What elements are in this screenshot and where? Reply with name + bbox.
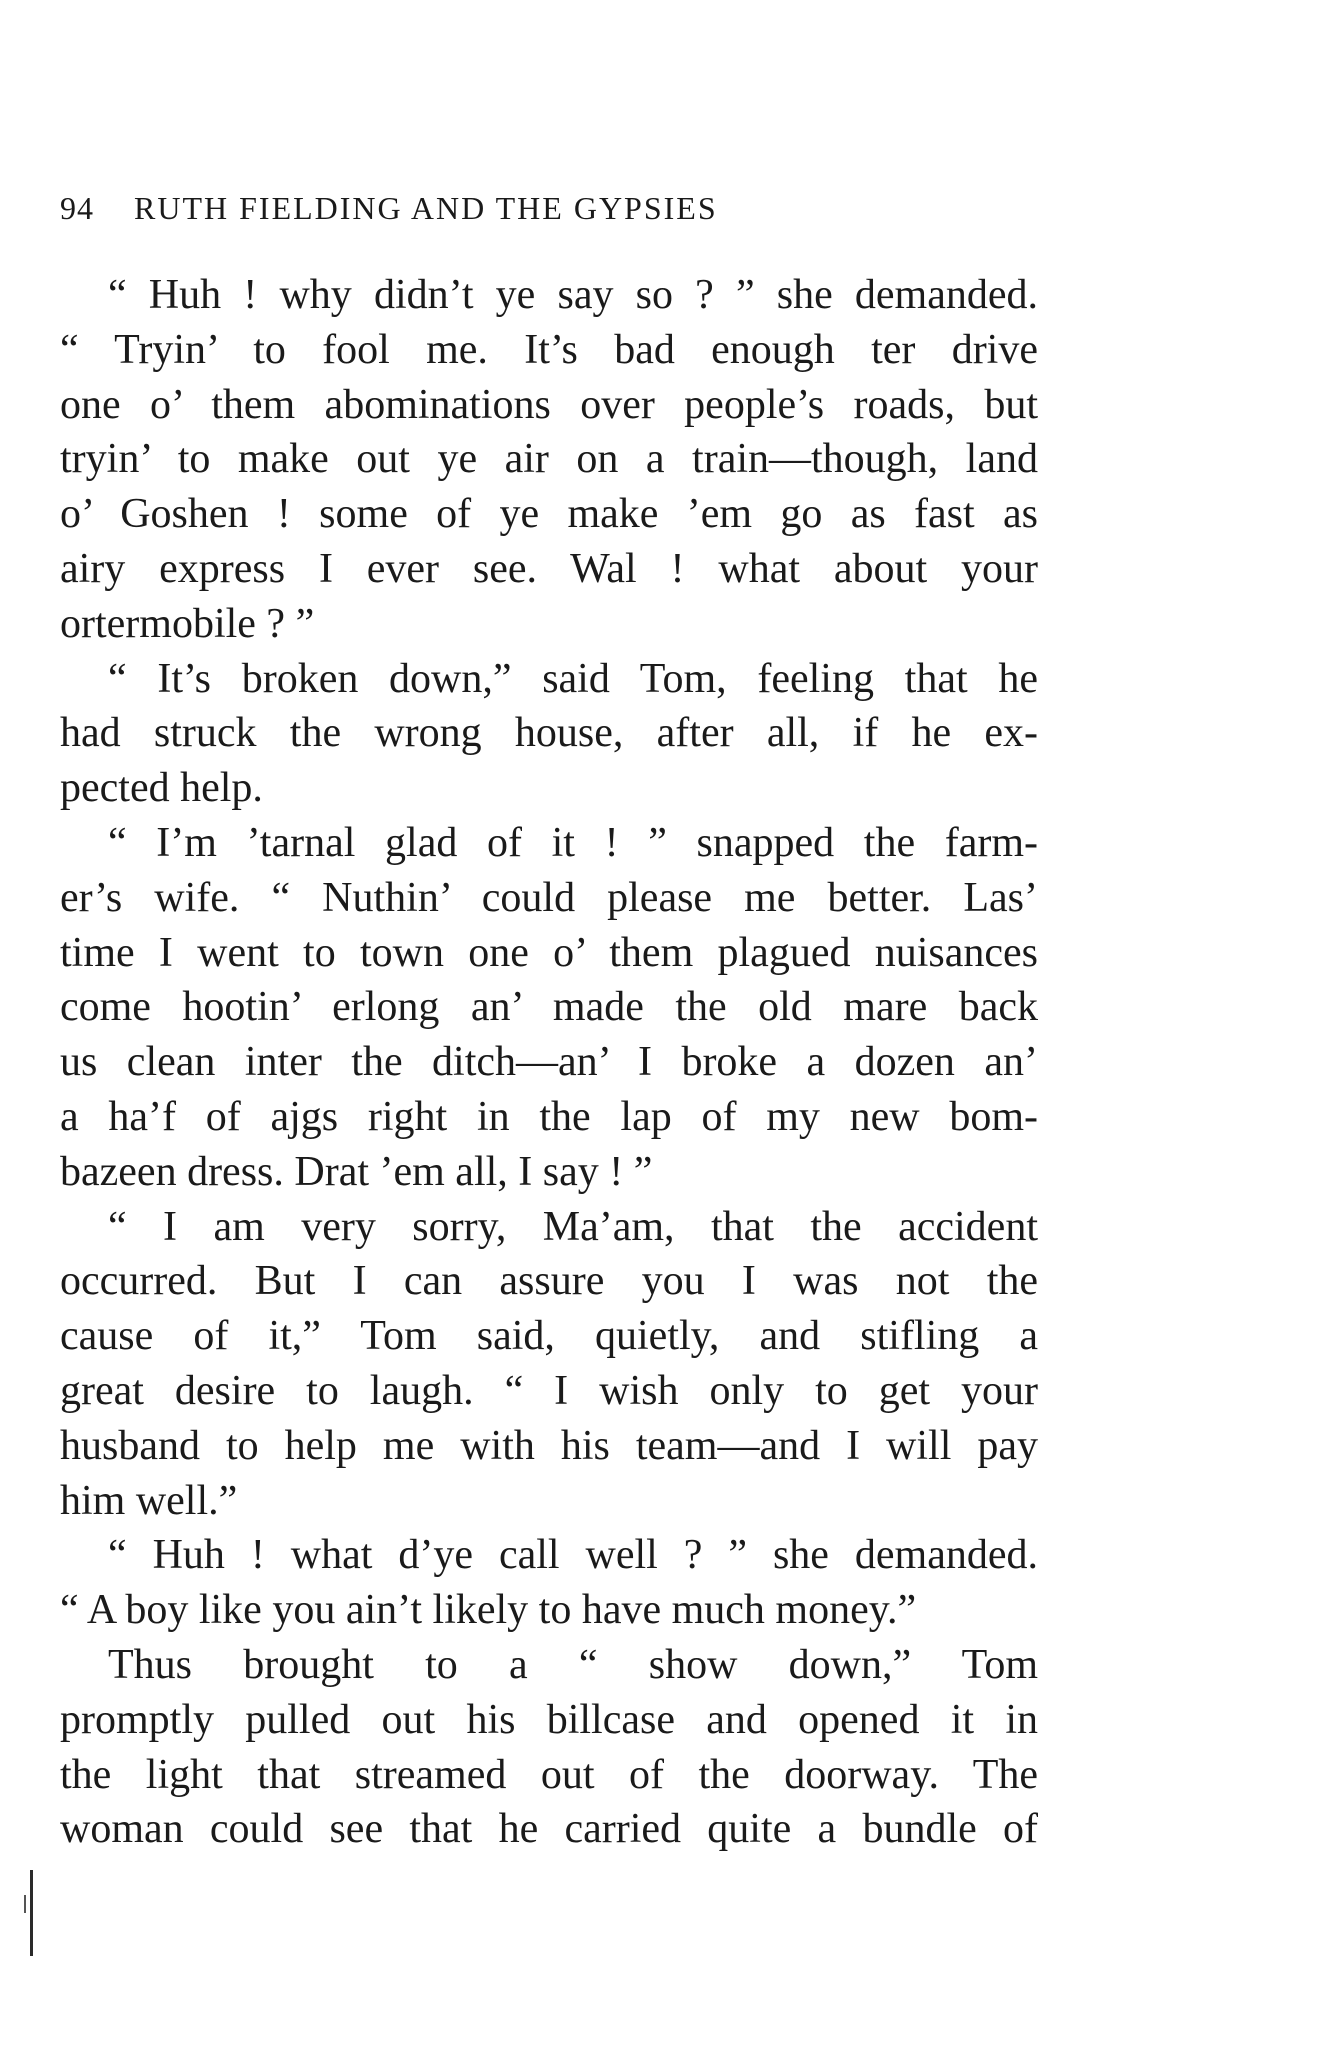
text-line: bazeen dress. Drat ’em all, I say ! ”: [60, 1148, 653, 1195]
text-line: had struck the wrong house, after all, if he ex-: [60, 710, 1038, 757]
book-title: RUTH FIELDING AND THE GYPSIES: [134, 190, 718, 226]
text-line: great desire to laugh. “ I wish only to get your: [60, 1367, 1038, 1414]
body-text: [60, 268, 1038, 1857]
text-line: airy express I ever see. Wal ! what about your: [60, 545, 1038, 592]
text-line: er’s wife. “ Nuthin’ could please me better. Las’: [60, 874, 1038, 921]
text-line: o’ Goshen ! some of ye make ’em go as fast as: [60, 491, 1038, 538]
running-head: [60, 190, 1040, 238]
text-line: “ Tryin’ to fool me. It’s bad enough ter drive: [60, 326, 1038, 373]
text-line: us clean inter the ditch—an’ I broke a dozen an’: [60, 1039, 1038, 1086]
text-line: “ A boy like you ain’t likely to have much money.”: [60, 1587, 917, 1634]
text-line: time I went to town one o’ them plagued nuisances: [60, 929, 1038, 976]
text-line: “ Huh ! why didn’t ye say so ? ” she demanded.: [108, 272, 1038, 318]
text-line: a ha’f of ajgs right in the lap of my new bom-: [60, 1093, 1038, 1140]
text-line: woman could see that he carried quite a bundle of: [60, 1806, 1038, 1853]
text-line: ortermobile ? ”: [60, 600, 315, 647]
text-line: the light that streamed out of the doorway. The: [60, 1751, 1038, 1798]
text-line: occurred. But I can assure you I was not the: [60, 1258, 1038, 1305]
text-line: pected help.: [60, 765, 263, 812]
text-line: husband to help me with his team—and I will pay: [60, 1422, 1038, 1469]
scan-margin-mark: [24, 1895, 26, 1913]
text-line: Thus brought to a “ show down,” Tom: [108, 1641, 1038, 1688]
text-line: cause of it,” Tom said, quietly, and stifling a: [60, 1313, 1038, 1360]
text-line: him well.”: [60, 1477, 238, 1524]
text-line: one o’ them abominations over people’s roads, but: [60, 381, 1038, 428]
text-line: “ I’m ’tarnal glad of it ! ” snapped the farm-: [108, 819, 1038, 866]
text-line: “ Huh ! what d’ye call well ? ” she demanded.: [108, 1532, 1038, 1579]
text-line: promptly pulled out his billcase and opened it in: [60, 1696, 1038, 1743]
text-line: “ I am very sorry, Ma’am, that the accident: [108, 1203, 1038, 1250]
text-line: tryin’ to make out ye air on a train—though, land: [60, 436, 1038, 483]
scan-margin-mark: [30, 1870, 33, 1956]
page-number: 94: [60, 190, 94, 226]
text-line: come hootin’ erlong an’ made the old mare back: [60, 984, 1038, 1031]
text-line: “ It’s broken down,” said Tom, feeling that he: [108, 655, 1038, 702]
